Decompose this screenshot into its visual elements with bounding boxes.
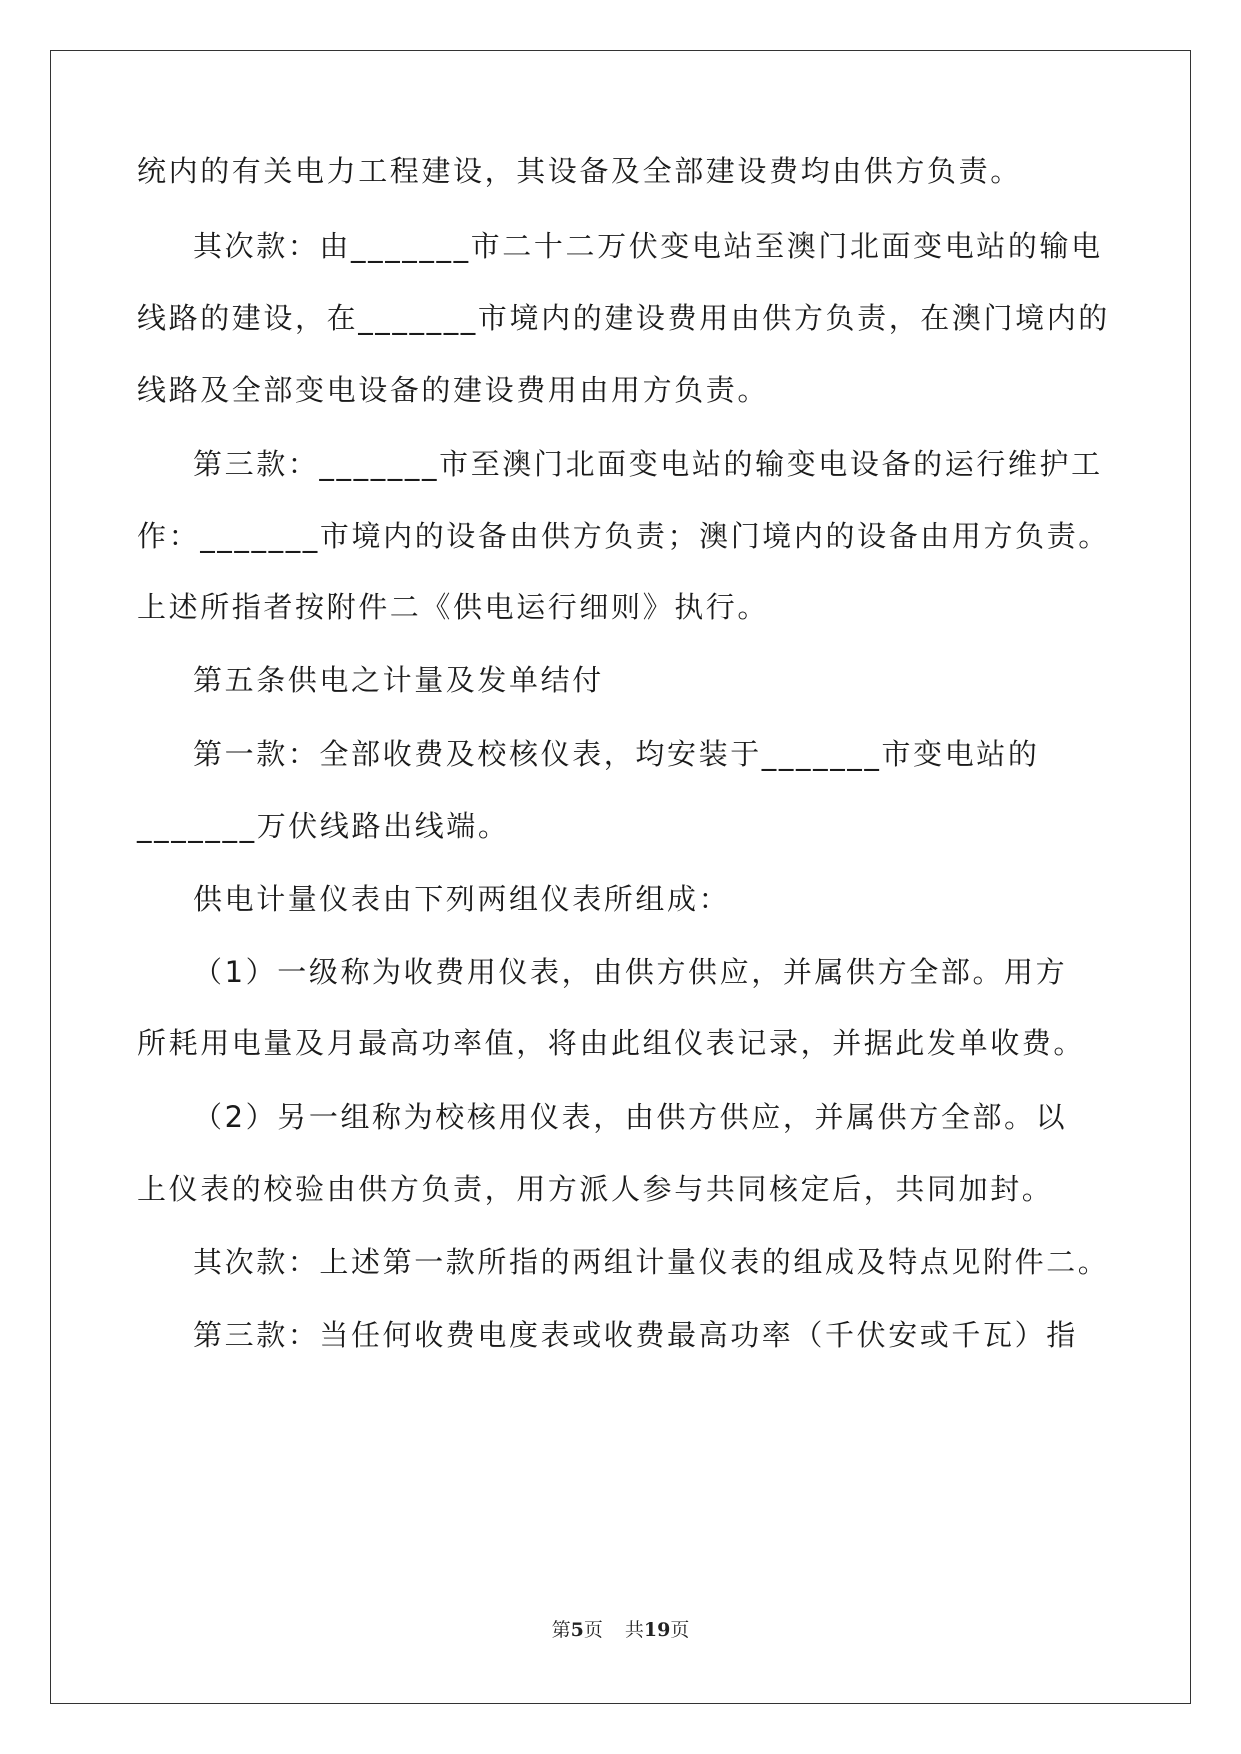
page-number: 5 (570, 1619, 584, 1641)
total-pages: 19 (643, 1619, 671, 1641)
total-suffix: 页 (670, 1619, 690, 1641)
body-line: 作：_______市境内的设备由供方负责；澳门境内的设备由用方负责。 (137, 519, 1110, 553)
body-line: 供电计量仪表由下列两组仪表所组成： (193, 882, 731, 916)
body-line: 统内的有关电力工程建设，其设备及全部建设费均由供方负责。 (137, 154, 1022, 188)
body-line: 线路的建设，在_______市境内的建设费用由供方负责，在澳门境内的 (137, 301, 1110, 335)
body-line: 所耗用电量及月最高功率值，将由此组仪表记录，并据此发单收费。 (137, 1026, 1086, 1060)
total-prefix: 共 (624, 1619, 644, 1641)
body-line: 其次款：上述第一款所指的两组计量仪表的组成及特点见附件二。 (193, 1245, 1110, 1279)
body-line: 其次款：由_______市二十二万伏变电站至澳门北面变电站的输电 (193, 229, 1103, 263)
body-line: （2）另一组称为校核用仪表，由供方供应，并属供方全部。以 (193, 1100, 1068, 1134)
body-line: （1）一级称为收费用仪表，由供方供应，并属供方全部。用方 (193, 955, 1068, 989)
body-line: 线路及全部变电设备的建设费用由用方负责。 (137, 373, 770, 407)
section-heading: 第五条供电之计量及发单结付 (193, 663, 604, 697)
body-line: 第三款：_______市至澳门北面变电站的输变电设备的运行维护工 (193, 447, 1103, 481)
page-border (50, 50, 1191, 1704)
body-line: 上仪表的校验由供方负责，用方派人参与共同核定后，共同加封。 (137, 1172, 1054, 1206)
page-footer (0, 1618, 1241, 1642)
body-line: 上述所指者按附件二《供电运行细则》执行。 (137, 590, 770, 624)
page-prefix: 第 (551, 1619, 571, 1641)
body-line: 第三款：当任何收费电度表或收费最高功率（千伏安或千瓦）指 (193, 1318, 1078, 1352)
body-line: 第一款：全部收费及校核仪表，均安装于_______市变电站的 (193, 737, 1040, 771)
body-line: _______万伏线路出线端。 (137, 809, 510, 843)
page-suffix: 页 (583, 1619, 603, 1641)
